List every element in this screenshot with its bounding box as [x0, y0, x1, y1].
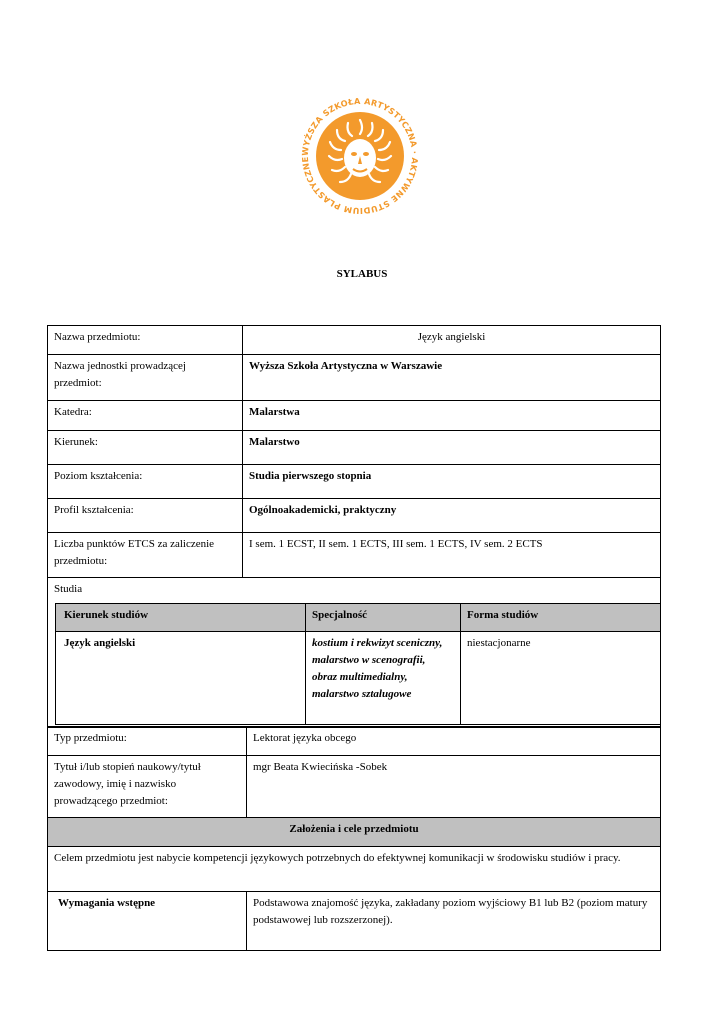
row-value: Język angielski — [243, 326, 661, 355]
studia-table — [55, 603, 661, 725]
table-row — [48, 431, 661, 465]
table-row — [56, 632, 661, 725]
wymagania-label: Wymagania wstępne — [48, 892, 247, 951]
header-specjalnosc: Specjalność — [306, 604, 461, 632]
table-row — [48, 401, 661, 431]
row-label: Katedra: — [48, 401, 243, 431]
row-value: Malarstwa — [243, 401, 661, 431]
row-label: Nazwa przedmiotu: — [48, 326, 243, 355]
row-label: Kierunek: — [48, 431, 243, 465]
row-label: Nazwa jednostki prowadzącej przedmiot: — [48, 355, 243, 401]
typ-label: Typ przedmiotu: — [48, 727, 247, 756]
school-logo — [296, 92, 424, 220]
table-row — [48, 533, 661, 578]
row-label: Liczba punktów ETCS za zaliczenie przedmiotu: — [48, 533, 243, 578]
cell-kierunek: Język angielski — [56, 632, 306, 725]
svg-text:WYŻSZA SZKOŁA ARTYSTYCZNA · AK: WYŻSZA SZKOŁA ARTYSTYCZNA · AKTYWNE STUDIUM PLASTYCZNE — [299, 95, 421, 217]
header-forma: Forma studiów — [461, 604, 661, 632]
table-row — [48, 326, 661, 355]
table-row — [48, 355, 661, 401]
table-row — [48, 756, 661, 818]
table-row — [48, 465, 661, 499]
prowadzacy-value: mgr Beata Kwiecińska -Sobek — [247, 756, 661, 818]
zalozenia-header: Założenia i cele przedmiotu — [48, 818, 661, 847]
table-row — [48, 499, 661, 533]
cell-specjalnosc: kostium i rekwizyt sceniczny, malarstwo w scenografii, obraz multimedialny, malarstwo sztalugowe — [306, 632, 461, 725]
table-row — [48, 727, 661, 756]
details-table — [47, 726, 661, 951]
cell-forma: niestacjonarne — [461, 632, 661, 725]
row-value: Studia pierwszego stopnia — [243, 465, 661, 499]
row-value: Malarstwo — [243, 431, 661, 465]
table-row — [56, 604, 661, 632]
typ-value: Lektorat języka obcego — [247, 727, 661, 756]
row-value: Ogólnoakademicki, praktyczny — [243, 499, 661, 533]
table-row — [48, 892, 661, 951]
row-value: I sem. 1 ECST, II sem. 1 ECTS, III sem. 1 ECTS, IV sem. 2 ECTS — [243, 533, 661, 578]
table-row — [48, 847, 661, 892]
row-label: Poziom kształcenia: — [48, 465, 243, 499]
row-value: Wyższa Szkoła Artystyczna w Warszawie — [243, 355, 661, 401]
row-label: Profil kształcenia: — [48, 499, 243, 533]
prowadzacy-label: Tytuł i/lub stopień naukowy/tytuł zawodowy, imię i nazwisko prowadzącego przedmiot: — [48, 756, 247, 818]
zalozenia-text: Celem przedmiotu jest nabycie kompetencji językowych potrzebnych do efektywnej komunikacji w środowisku studiów i pracy. — [48, 847, 661, 892]
header-kierunek: Kierunek studiów — [56, 604, 306, 632]
table-row — [48, 818, 661, 847]
wymagania-text: Podstawowa znajomość języka, zakładany poziom wyjściowy B1 lub B2 (poziom matury podstawowej lub rozszerzonej). — [247, 892, 661, 951]
studia-label: Studia — [48, 578, 661, 728]
page-title: SYLABUS — [336, 268, 388, 280]
